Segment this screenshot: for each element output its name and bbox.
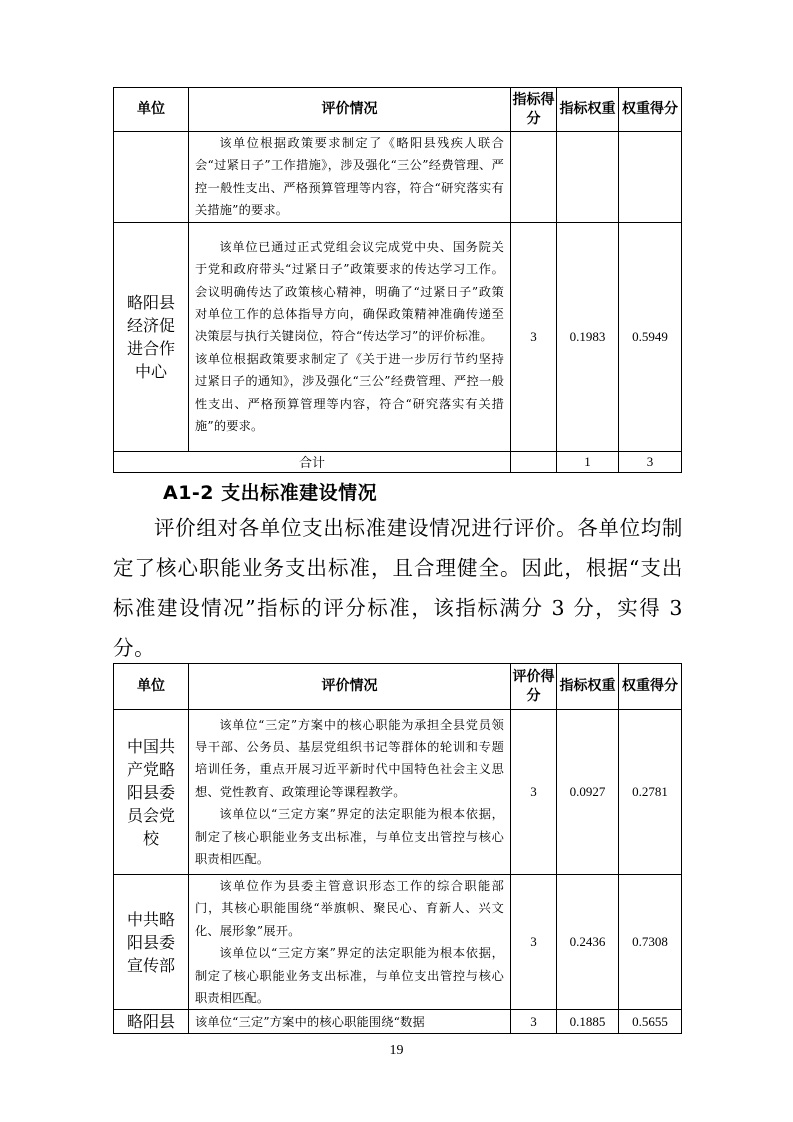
eval-text: 该单位“三定”方案中的核心职能围绕“数据 [195,1014,425,1029]
weighted-cell: 0.5655 [619,1010,682,1034]
eval-text: 该单位以“三定方案”界定的法定职能为根本依据，制定了核心职能业务支出标准，与单位支出管控与核心职责相匹配。 [195,946,504,1006]
eval-text: 该单位“三定”方案中的核心职能为承担全县党员领导干部、公务员、基层党组织书记等群体的轮训和专题培训任务，重点开展习近平新时代中国特色社会主义思想、党性教育、政策理论等课程教学。 [195,717,504,799]
eval-text: 该单位以“三定方案”界定的法定职能为根本依据，制定了核心职能业务支出标准，与单位支出管控与核心职责相匹配。 [195,807,504,867]
total-score-cell [511,451,557,472]
eval-cell [189,1010,511,1034]
weight-cell: 0.1983 [557,222,619,451]
eval-text: 该单位已通过正式党组会议完成党中央、国务院关于党和政府带头“过紧日子”政策要求的传达学习工作。会议明确传达了政策核心精神，明确了“过紧日子”政策对单位工作的总体指导方向，确保政策精神准确传递至决策层与执行关键岗位，符合“传达学习”的评价标准。 [195,239,504,344]
weighted-cell: 0.2781 [619,710,682,875]
eval-cell [189,710,511,875]
header-score: 指标得分 [511,88,557,132]
header-weighted: 权重得分 [619,88,682,132]
table-header-row [114,88,682,132]
total-row [114,451,682,472]
weight-cell [557,132,619,223]
total-weighted: 3 [619,451,682,472]
eval-text: 该单位作为县委主管意识形态工作的综合职能部门，其核心职能围绕“举旗帜、聚民心、育新人、兴文化、展形象”展开。 [195,879,504,938]
table-row [114,875,682,1010]
weighted-cell [619,132,682,223]
table-header-row [114,664,682,710]
unit-cell [114,132,189,223]
weighted-cell: 0.5949 [619,222,682,451]
unit-cell: 中共略阳县委宣传部 [114,875,189,1010]
table-row [114,222,682,451]
header-unit: 单位 [114,664,189,710]
header-weight: 指标权重 [557,664,619,710]
weight-cell: 0.1885 [557,1010,619,1034]
table-row [114,1010,682,1034]
header-weighted: 权重得分 [619,664,682,710]
eval-text: 该单位根据政策要求制定了《略阳县残疾人联合会“过紧日子”工作措施》，涉及强化“三公”经费管理、严控一般性支出、严格预算管理等内容，符合“研究落实有关措施”的要求。 [195,136,504,218]
header-weight: 指标权重 [557,88,619,132]
unit-cell: 略阳县 [114,1010,189,1034]
section-heading: A1-2 支出标准建设情况 [163,482,378,504]
section-paragraph: 评价组对各单位支出标准建设情况进行评价。各单位均制定了核心职能业务支出标准，且合理健全。因此，根据“支出标准建设情况”指标的评分标准，该指标满分 3 分，实得 3 分。 [113,516,683,660]
page-number: 19 [389,1043,404,1058]
total-label: 合计 [114,451,511,472]
score-cell [511,132,557,223]
eval-cell [189,132,511,223]
score-cell: 3 [511,875,557,1010]
score-cell: 3 [511,222,557,451]
score-cell: 3 [511,710,557,875]
weight-cell: 0.0927 [557,710,619,875]
header-eval: 评价情况 [189,664,511,710]
eval-cell [189,875,511,1010]
header-eval: 评价情况 [189,88,511,132]
evaluation-table-2 [113,663,682,1034]
weight-cell: 0.2436 [557,875,619,1010]
table-row [114,132,682,223]
header-score: 评价得分 [511,664,557,710]
total-weight: 1 [557,451,619,472]
unit-cell: 略阳县经济促进合作中心 [114,222,189,451]
evaluation-table-1 [113,87,682,473]
score-cell: 3 [511,1010,557,1034]
unit-cell: 中国共产党略阳县委员会党校 [114,710,189,875]
eval-text: 该单位根据政策要求制定了《关于进一步厉行节约坚持过紧日子的通知》，涉及强化“三公”经费管理、严控一般性支出、严格预算管理等内容，符合“研究落实有关措施”的要求。 [195,351,504,434]
header-unit: 单位 [114,88,189,132]
weighted-cell: 0.7308 [619,875,682,1010]
eval-cell [189,222,511,451]
table-row [114,710,682,875]
